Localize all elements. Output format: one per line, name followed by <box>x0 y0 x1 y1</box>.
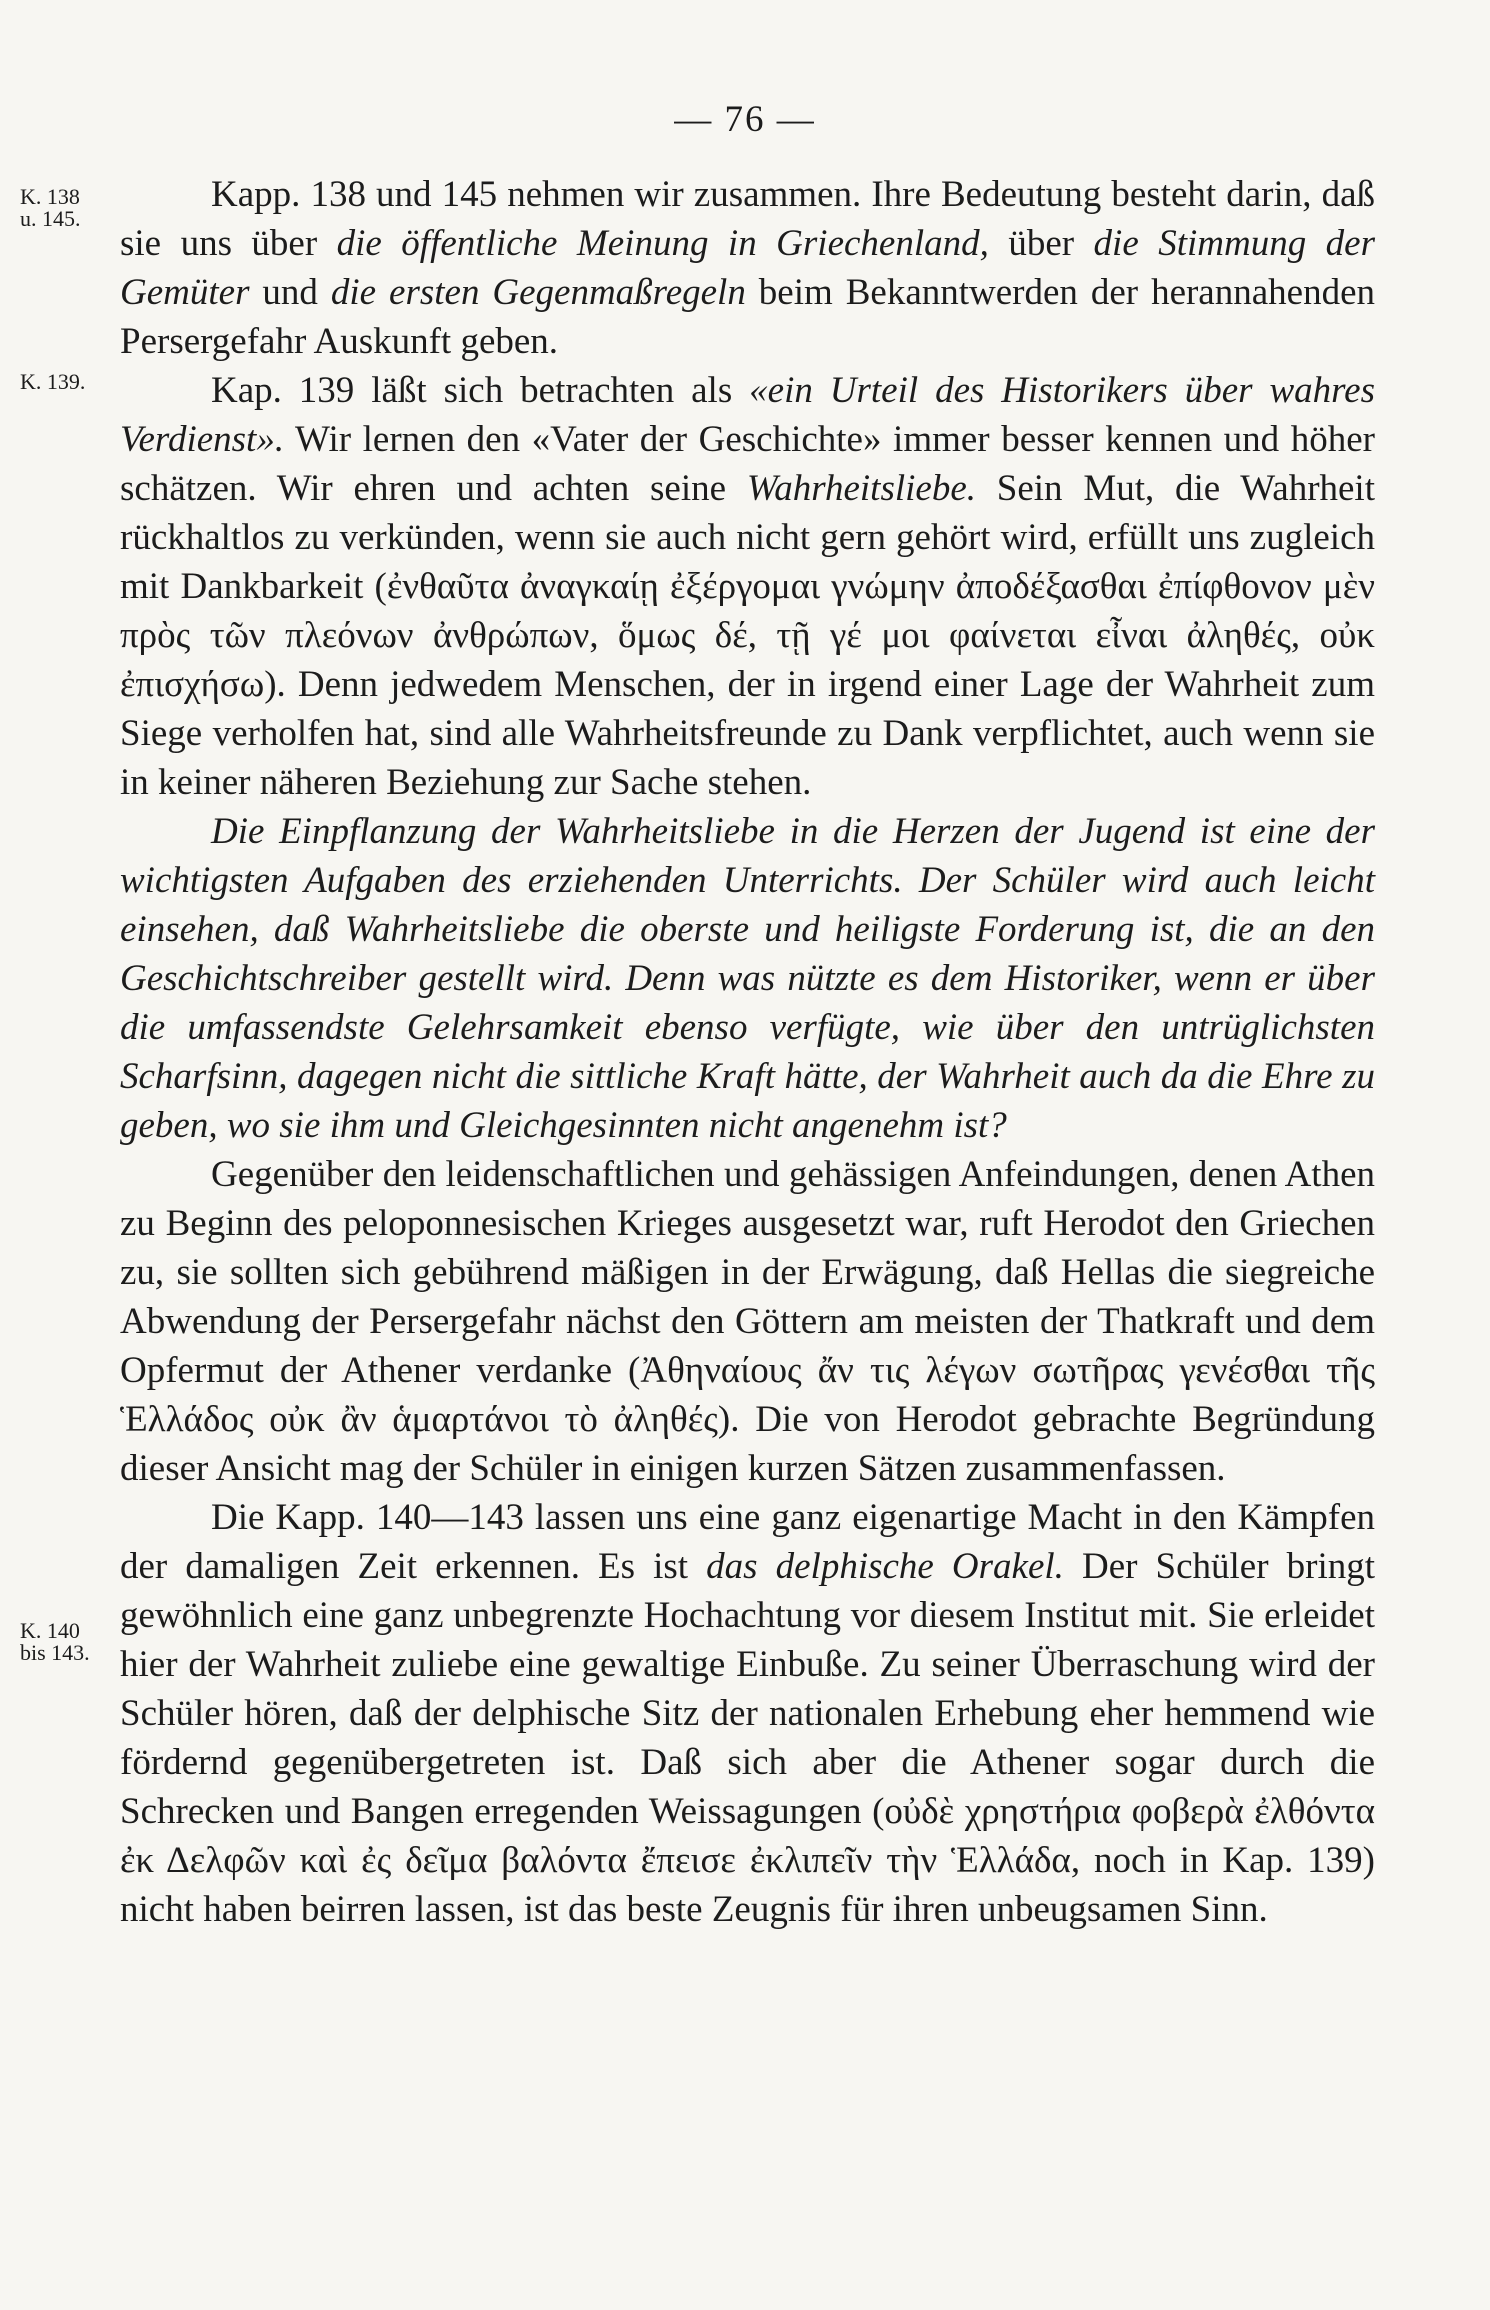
italic-text: die öffentliche Meinung in Griechenland, <box>336 223 989 264</box>
paragraph <box>120 366 1375 807</box>
text-run: über <box>988 223 1094 264</box>
margin-note-line: K. 140 <box>20 1618 80 1643</box>
italic-text: die Stimmung der Gemüter <box>120 223 1375 313</box>
paragraph <box>120 170 1375 366</box>
margin-note-line: bis 143. <box>20 1640 90 1665</box>
paragraph <box>120 1150 1375 1493</box>
text-run: Der Schüler bringt gewöhnlich eine ganz unbegrenzte Hochachtung vor diesem Institut mit. Sie erleidet hier der Wahrheit zuliebe eine gewaltige Einbuße. Zu seiner Überraschung wird der Schüler hören, daß der delphische Sitz der nationalen Erhebung eher hemmend wie fördernd gegenübergetreten ist. Daß sich aber die Athener sogar durch die Schrecken und Bangen erregenden Weissagungen (οὐδὲ χρηστήρια φοβερὰ ἐλθόντα ἐκ Δελφῶν καὶ ἐς δεῖμα βαλόντα ἔπεισε ἐκλιπεῖν τὴν Ἑλλάδα, noch in Kap. 139) nicht haben beirren lassen, ist das beste Zeugnis für ihren unbeugsamen Sinn. <box>120 1546 1375 1930</box>
margin-note-line: K. 139. <box>20 369 86 394</box>
body-text <box>120 170 1375 1934</box>
italic-text: das delphische Orakel. <box>706 1546 1064 1587</box>
italic-text: Die Einpflanzung der Wahrheitsliebe in die Herzen der Jugend ist eine der wichtigsten Aufgaben des erziehenden Unterrichts. Der Schüler wird auch leicht einsehen, daß Wahrheitsliebe die oberste und heiligste Forderung ist, die an den Geschichtschreiber gestellt wird. Denn was nützte es dem Historiker, wenn er über die umfassendste Gelehrsamkeit ebenso verfügte, wie über den untrüglichsten Scharfsinn, dagegen nicht die sittliche Kraft hätte, der Wahrheit auch da die Ehre zu geben, wo sie ihm und Gleichgesinnten nicht angenehm ist? <box>120 811 1375 1146</box>
italic-text: Wahrheitsliebe. <box>746 468 977 509</box>
italic-text: «ein Urteil des Historikers über wahres Verdienst». <box>120 370 1375 460</box>
margin-note-k139 <box>20 371 120 393</box>
margin-note-k140 <box>20 1620 120 1664</box>
text-run: beim Bekanntwerden der herannahenden Persergefahr Auskunft geben. <box>120 272 1375 362</box>
text-run: Kap. 139 läßt sich betrachten als <box>211 370 750 411</box>
text-run: Kapp. 138 und 145 nehmen wir zusammen. Ihre Bedeutung besteht darin, daß sie uns über <box>120 174 1375 264</box>
text-run: Sein Mut, die Wahrheit rückhaltlos zu verkünden, wenn sie auch nicht gern gehört wird, erfüllt uns zugleich mit Dankbarkeit (ἐνθαῦτα ἀναγκαίῃ ἐξέργομαι γνώμην ἀποδέξασθαι ἐπίφθονον μὲν πρὸς τῶν πλεόνων ἀνθρώπων, ὅμως δέ, τῇ γέ μοι φαίνεται εἶναι ἀληθές, οὐκ ἐπισχήσω). Denn jedwedem Menschen, der in irgend einer Lage der Wahrheit zum Siege verholfen hat, sind alle Wahrheitsfreunde zu Dank verpflichtet, auch wenn sie in keiner näheren Beziehung zur Sache stehen. <box>120 468 1375 803</box>
margin-note-line: K. 138 <box>20 184 80 209</box>
text-run: Gegenüber den leidenschaftlichen und gehässigen Anfeindungen, denen Athen zu Beginn des peloponnesischen Krieges ausgesetzt war, ruft Herodot den Griechen zu, sie sollten sich gebührend mäßigen in der Erwägung, daß Hellas die siegreiche Abwendung der Persergefahr nächst den Göttern am meisten der Thatkraft und dem Opfermut der Athener verdanke (Ἀθηναίους ἄν τις λέγων σωτῆρας γενέσθαι τῆς Ἑλλάδος οὐκ ἂν ἁμαρτάνοι τὸ ἀληθές). Die von Herodot gebrachte Begründung dieser Ansicht mag der Schüler in einigen kurzen Sätzen zusammenfassen. <box>120 1154 1375 1489</box>
margin-note-k138 <box>20 186 120 230</box>
paragraph <box>120 1493 1375 1934</box>
margin-note-line: u. 145. <box>20 206 81 231</box>
page-number: — 76 — <box>674 99 816 140</box>
text-run: und <box>249 272 331 313</box>
paragraph <box>120 807 1375 1150</box>
text-run: Die Kapp. 140—143 lassen uns eine ganz eigenartige Macht in den Kämpfen der damaligen Zeit erkennen. Es ist <box>120 1497 1375 1587</box>
text-run: Wir lernen den «Vater der Geschichte» immer besser kennen und höher schätzen. Wir ehren und achten seine <box>120 419 1375 509</box>
italic-text: die ersten Gegenmaßregeln <box>330 272 746 313</box>
